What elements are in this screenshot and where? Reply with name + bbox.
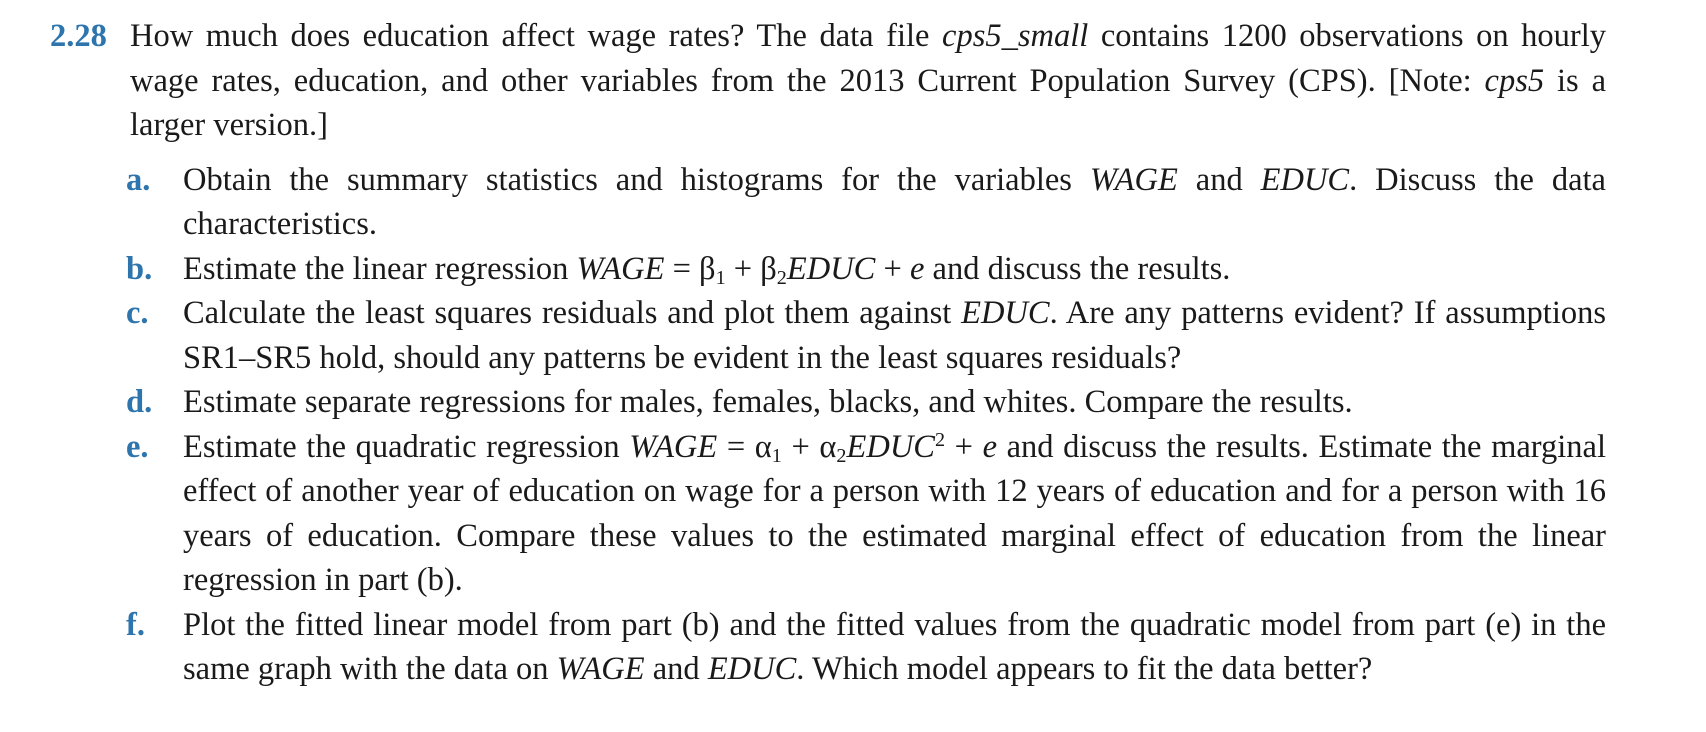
italic-term: EDUC	[707, 651, 797, 687]
italic-term: cps5	[1484, 62, 1545, 99]
text-run: . Discuss the data characteristics.	[183, 161, 1606, 242]
italic-term: WAGE	[629, 428, 718, 465]
text-run: = α	[717, 428, 772, 465]
text-run: Estimate separate regressions for males, females, blacks, and whites. Compare the results.	[183, 384, 1353, 420]
italic-term: EDUC	[786, 250, 876, 287]
exercise-number: 2.28	[50, 18, 107, 54]
part-label: c.	[126, 295, 149, 331]
exercise-part-b	[126, 247, 1606, 292]
part-text	[183, 380, 1606, 425]
italic-term: EDUC	[961, 295, 1050, 331]
part-text	[183, 291, 1606, 380]
text-run: Plot the fitted linear model from part (b) and the fitted values from the quadratic model from part (e) in the same graph with the data on	[183, 606, 1606, 687]
text-run: . Which model appears to fit the data better?	[796, 651, 1373, 687]
subscript: 2	[776, 266, 787, 289]
text-run: Estimate the quadratic regression	[183, 428, 630, 465]
subscript: 1	[715, 266, 726, 289]
subscript: 2	[836, 444, 847, 467]
text-run: and discuss the results.	[924, 250, 1231, 287]
part-text	[183, 158, 1606, 247]
part-label: d.	[126, 384, 153, 420]
text-run: . Are any patterns evident? If assumptions SR1–SR5 hold, should any patterns be evident in the least squares residuals?	[183, 295, 1607, 376]
superscript: 2	[934, 428, 946, 451]
text-run: +	[875, 250, 910, 287]
text-run: and discuss the results. Estimate the marginal effect of another year of education on wage for a person with 12 years of education and for a person with 16 years of education. Compare these values to the estimated marginal effect of education from the linear regression in part (b).	[183, 428, 1606, 598]
exercise-intro	[130, 14, 1606, 148]
text-run: Obtain the summary statistics and histograms for the variables	[183, 161, 1090, 198]
text-run: contains 1200 observations on hourly wage rates, education, and other variables from the 2013 Current Population Survey (CPS). [Note:	[130, 18, 1607, 99]
italic-term: cps5_small	[942, 18, 1089, 54]
text-run: is a larger version.]	[130, 62, 1606, 143]
subscript: 1	[771, 444, 782, 467]
text-run: and	[1177, 161, 1261, 198]
exercise-part-f	[126, 603, 1606, 692]
part-text	[183, 247, 1606, 292]
exercise-part-e	[126, 425, 1606, 603]
part-text	[183, 425, 1606, 603]
part-label: a.	[126, 161, 151, 198]
exercise-2-28	[50, 14, 1606, 692]
exercise-header	[50, 14, 1606, 148]
italic-term: WAGE	[556, 651, 645, 687]
text-run: Calculate the least squares residuals and plot them against	[183, 295, 962, 331]
part-text	[183, 603, 1606, 692]
italic-term: EDUC	[1260, 161, 1350, 198]
text-run: +	[945, 428, 983, 465]
italic-term: EDUC	[846, 428, 935, 465]
text-run: How much does education affect wage rates? The data file	[130, 18, 943, 54]
exercise-parts	[126, 158, 1606, 692]
text-run: and	[644, 651, 708, 687]
italic-term: e	[909, 250, 925, 287]
italic-term: WAGE	[576, 250, 665, 287]
italic-term: e	[982, 428, 998, 465]
exercise-part-a	[126, 158, 1606, 247]
italic-term: WAGE	[1089, 161, 1178, 198]
text-run: + β	[725, 250, 777, 287]
part-label: b.	[126, 250, 153, 287]
exercise-part-d	[126, 380, 1606, 425]
text-run: = β	[664, 250, 716, 287]
text-run: + α	[781, 428, 837, 465]
part-label: e.	[126, 428, 149, 465]
exercise-part-c	[126, 291, 1606, 380]
text-run: Estimate the linear regression	[183, 250, 577, 287]
part-label: f.	[126, 606, 145, 643]
